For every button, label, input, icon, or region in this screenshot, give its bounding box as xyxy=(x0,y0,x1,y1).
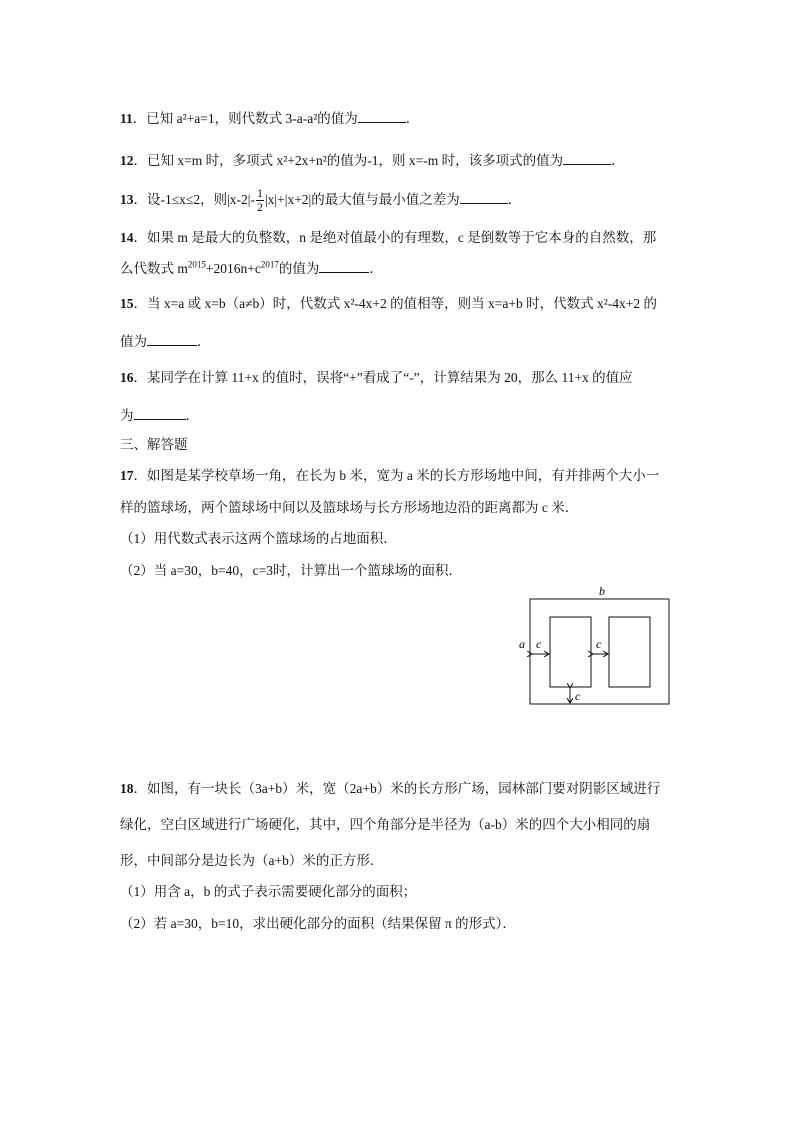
question-number: 17 xyxy=(120,468,134,483)
question-11 xyxy=(120,108,419,129)
label-b: b xyxy=(599,584,605,598)
question-text: 值为 xyxy=(120,334,147,349)
question-text: +2016n+c xyxy=(205,261,261,276)
question-number: 12 xyxy=(120,153,134,168)
question-text: ．如果 m 是最大的负整数，n 是绝对值最小的有理数，c 是倒数等于它本身的自然数，那 xyxy=(133,230,657,245)
field-rect xyxy=(530,599,669,704)
label-c-left: c xyxy=(536,637,542,651)
answer-blank[interactable] xyxy=(460,189,508,204)
period: ． xyxy=(197,334,211,349)
question-17-line2: 样的篮球场，两个篮球场中间以及篮球场与长方形场地边沿的距离都为 c 米． xyxy=(120,500,579,515)
question-text: ．如图是某学校草场一角，在长为 b 米，宽为 a 米的长方形场地中间，有并排两个大小一 xyxy=(133,468,660,483)
period: ． xyxy=(405,111,420,126)
question-15-line2 xyxy=(120,331,211,352)
period: ． xyxy=(507,192,522,207)
question-number: 14 xyxy=(120,230,134,245)
answer-blank[interactable] xyxy=(147,331,197,346)
label-c-middle: c xyxy=(596,637,602,651)
question-text: ．如图，有一块长（3a+b）米，宽（2a+b）米的长方形广场，园林部门要对阴影区域进行 xyxy=(133,781,661,796)
question-text: 么代数式 m xyxy=(120,261,188,276)
answer-blank[interactable] xyxy=(134,405,186,420)
question-text: 为 xyxy=(120,408,134,423)
answer-blank[interactable] xyxy=(319,258,369,273)
period: ． xyxy=(611,153,625,168)
question-text: ．已知 a²+a=1，则代数式 3-a-a²的值为 xyxy=(132,111,358,126)
question-16-line2 xyxy=(120,405,199,426)
question-text: 的值为 xyxy=(278,261,320,276)
court-left xyxy=(550,617,591,687)
question-14 xyxy=(120,228,656,248)
basketball-court-figure xyxy=(514,582,676,708)
question-number: 15 xyxy=(120,296,134,311)
question-16 xyxy=(120,368,633,388)
period: ． xyxy=(185,408,199,423)
section-title: 三、解答题 xyxy=(120,437,188,452)
question-18-part2: （2）若 a=30，b=10，求出硬化部分的面积（结果保留 π 的形式）． xyxy=(120,916,516,931)
question-number: 18 xyxy=(120,781,134,796)
answer-blank[interactable] xyxy=(563,150,611,165)
fraction xyxy=(256,187,264,214)
fraction-denominator: 2 xyxy=(256,200,263,215)
court-right xyxy=(609,617,650,687)
question-18-line3: 形，中间部分是边长为（a+b）米的正方形． xyxy=(120,853,384,868)
question-18-line2: 绿化，空白区域进行广场硬化，其中，四个角部分是半径为（a-b）米的四个大小相同的扇 xyxy=(120,817,651,832)
question-17 xyxy=(120,466,659,486)
period: ． xyxy=(369,261,383,276)
question-text: ．某同学在计算 11+x 的值时，误将“+”看成了“-”，计算结果为 20，那么 11+x 的值应 xyxy=(133,370,633,385)
question-15 xyxy=(120,294,657,314)
question-18-part1: （1）用含 a，b 的式子表示需要硬化部分的面积； xyxy=(120,884,417,899)
fraction-numerator: 1 xyxy=(256,186,263,201)
question-12 xyxy=(120,150,625,171)
answer-blank[interactable] xyxy=(358,108,406,123)
question-number: 13 xyxy=(120,192,134,207)
question-17-part2: （2）当 a=30，b=40，c=3时，计算出一个篮球场的面积． xyxy=(120,563,462,578)
exponent: 2015 xyxy=(187,259,206,270)
label-a: a xyxy=(519,637,525,651)
question-text-cont: |x|+|x+2|的最大值与最小值之差为 xyxy=(264,192,460,207)
question-number: 16 xyxy=(120,370,134,385)
question-14-line2 xyxy=(120,258,383,279)
question-number: 11 xyxy=(120,111,133,126)
label-c-bottom: c xyxy=(575,689,581,703)
question-17-part1: （1）用代数式表示这两个篮球场的占地面积． xyxy=(120,531,397,546)
question-13 xyxy=(120,186,521,214)
exponent: 2017 xyxy=(260,259,279,270)
question-text: ．当 x=a 或 x=b（a≠b）时，代数式 x²-4x+2 的值相等，则当 x=a+b 时，代数式 x²-4x+2 的 xyxy=(133,296,658,311)
question-text: ．已知 x=m 时，多项式 x²+2x+n²的值为-1，则 x=-m 时，该多项式的值为 xyxy=(133,153,564,168)
question-text: ．设-1≤x≤2，则|x-2|- xyxy=(133,192,255,207)
question-18 xyxy=(120,779,660,799)
